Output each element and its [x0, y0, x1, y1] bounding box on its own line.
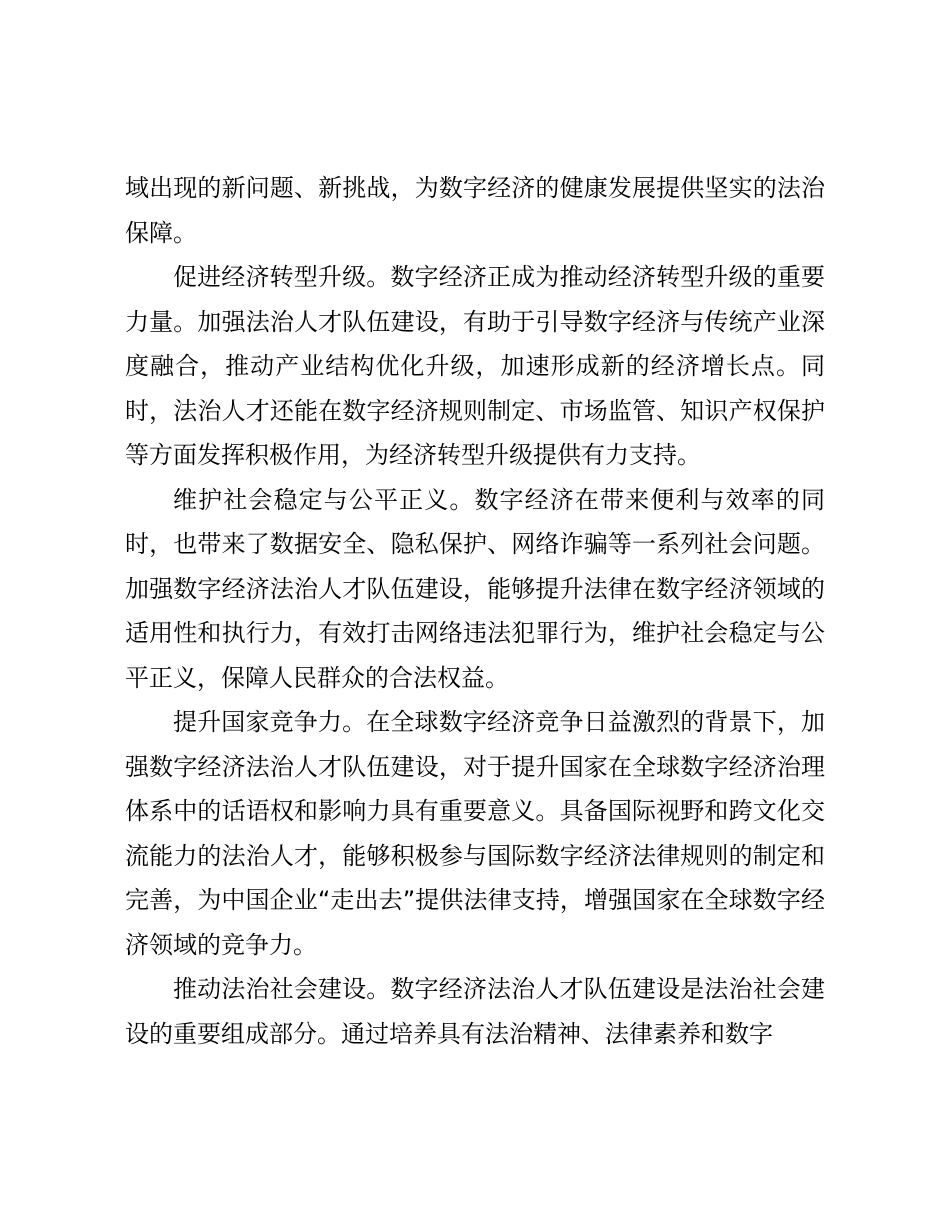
- paragraph-continuation: 域出现的新问题、新挑战，为数字经济的健康发展提供坚实的法治保障。: [125, 174, 825, 247]
- paragraph-social-stability: 维护社会稳定与公平正义。数字经济在带来便利与效率的同时，也带来了数据安全、隐私保护、网络诈骗等一系列社会问题。加强数字经济法治人才队伍建设，能够提升法律在数字经济领域的适用性和执行力，有效打击网络违法犯罪行为，维护社会稳定与公平正义，保障人民群众的合法权益。: [125, 485, 825, 692]
- paragraph-rule-of-law-society: 推动法治社会建设。数字经济法治人才队伍建设是法治社会建设的重要组成部分。通过培养具有法治精神、法律素养和数字: [125, 975, 825, 1048]
- paragraph-national-competitiveness: 提升国家竞争力。在全球数字经济竞争日益激烈的背景下，加强数字经济法治人才队伍建设，对于提升国家在全球数字经济治理体系中的话语权和影响力具有重要意义。具备国际视野和跨文化交流能力的法治人才，能够积极参与国际数字经济法律规则的制定和完善，为中国企业“走出去”提供法律支持，增强国家在全球数字经济领域的竞争力。: [125, 708, 825, 959]
- body-text: [125, 166, 825, 1056]
- paragraph-economic-transformation: 促进经济转型升级。数字经济正成为推动经济转型升级的重要力量。加强法治人才队伍建设，有助于引导数字经济与传统产业深度融合，推动产业结构优化升级，加速形成新的经济增长点。同时，法治人才还能在数字经济规则制定、市场监管、知识产权保护等方面发挥积极作用，为经济转型升级提供有力支持。: [125, 263, 825, 469]
